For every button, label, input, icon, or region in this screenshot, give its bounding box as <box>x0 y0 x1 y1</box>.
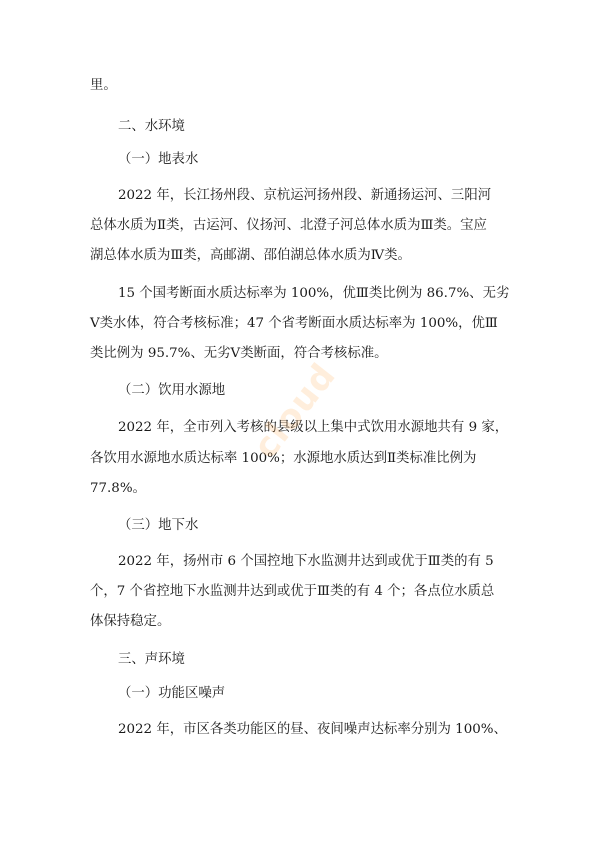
section-heading-sound: 三、声环境 <box>118 652 185 667</box>
paragraph-line: 15 个国考断面水质达标率为 100%，优Ⅲ类比例为 86.7%、无劣 <box>118 286 510 301</box>
section-heading-water: 二、水环境 <box>118 119 185 134</box>
paragraph-line: 2022 年，市区各类功能区的昼、夜间噪声达标率分别为 100%、 <box>118 722 507 737</box>
watermark-logo: cloud <box>245 355 345 467</box>
subsection-heading-groundwater: （三）地下水 <box>118 518 199 533</box>
subsection-heading-functional-noise: （一）功能区噪声 <box>118 686 226 701</box>
subsection-heading-drinking-water: （二）饮用水源地 <box>118 383 226 398</box>
paragraph-line: 湖总体水质为Ⅲ类，高邮湖、邵伯湖总体水质为Ⅳ类。 <box>90 248 411 263</box>
paragraph-line: 总体水质为Ⅱ类，古运河、仪扬河、北澄子河总体水质为Ⅲ类。宝应 <box>90 218 487 233</box>
subsection-heading-surface-water: （一）地表水 <box>118 152 199 167</box>
paragraph-line: Ⅴ类水体，符合考核标准；47 个省考断面水质达标率为 100%，优Ⅲ <box>90 316 498 331</box>
text-line-continuation: 里。 <box>90 78 117 93</box>
paragraph-line: 2022 年，扬州市 6 个国控地下水监测井达到或优于Ⅲ类的有 5 <box>118 554 494 569</box>
paragraph-line: 体保持稳定。 <box>90 614 171 629</box>
paragraph-line: 个，7 个省控地下水监测井达到或优于Ⅲ类的有 4 个；各点位水质总 <box>90 584 495 599</box>
paragraph-line: 2022 年，长江扬州段、京杭运河扬州段、新通扬运河、三阳河 <box>118 188 492 203</box>
paragraph-line: 2022 年，全市列入考核的县级以上集中式饮用水源地共有 9 家， <box>118 420 509 435</box>
paragraph-line: 类比例为 95.7%、无劣Ⅴ类断面，符合考核标准。 <box>90 346 388 361</box>
paragraph-line: 各饮用水源地水质达标率 100%；水源地水质达到Ⅱ类标准比例为 <box>90 451 477 466</box>
paragraph-line: 77.8%。 <box>90 481 146 496</box>
